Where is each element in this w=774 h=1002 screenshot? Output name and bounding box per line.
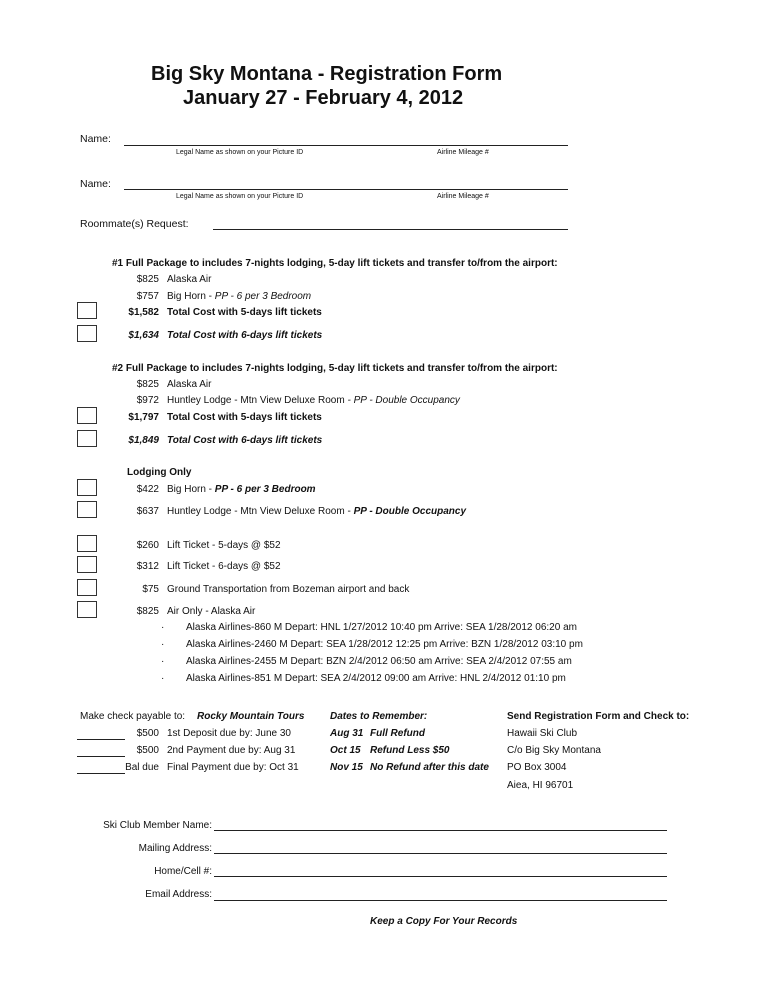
name-label-1: Name: [80,133,111,145]
email-label: Email Address: [145,889,212,900]
flight-item: Alaska Airlines-860 M Depart: HNL 1/27/2012 10:40 pm Arrive: SEA 1/28/2012 06:20 am [186,622,577,633]
payment-amount: $500 [136,745,159,756]
payment-text: 1st Deposit due by: June 30 [167,728,291,739]
date-label: Nov 15 [330,762,363,773]
package1-item: Total Cost with 5-days lift tickets [167,307,322,318]
package2-item: Total Cost with 5-days lift tickets [167,412,322,423]
ground-transport-checkbox[interactable] [77,579,97,596]
package1-item: Total Cost with 6-days lift tickets [167,330,323,341]
roommate-label: Roommate(s) Request: [80,218,189,230]
package2-price: $1,849 [128,435,159,446]
name-field-2[interactable] [124,189,568,190]
package2-price: $972 [136,395,159,406]
lodging-bighorn-checkbox[interactable] [77,479,97,496]
lodging-huntley-checkbox[interactable] [77,501,97,518]
flight-item: Alaska Airlines-2460 M Depart: SEA 1/28/2012 12:25 pm Arrive: BZN 1/28/2012 03:10 pm [186,639,583,650]
extra-price: $75 [142,584,159,595]
package1-price: $1,582 [128,307,159,318]
extra-item: Ground Transportation from Bozeman airport and back [167,584,410,595]
extra-price: $825 [136,606,159,617]
lodging-item: Big Horn - PP - 6 per 3 Bedroom [167,484,316,495]
flight-item: Alaska Airlines-2455 M Depart: BZN 2/4/2012 06:50 am Arrive: SEA 2/4/2012 07:55 am [186,656,572,667]
date-text: No Refund after this date [370,762,489,773]
payment-amount: Bal due [125,762,159,773]
bullet-icon: · [161,639,165,650]
payment-amount: $500 [136,728,159,739]
send-line: Aiea, HI 96701 [507,780,574,791]
package1-6day-checkbox[interactable] [77,325,97,342]
payment-text: 2nd Payment due by: Aug 31 [167,745,296,756]
package2-price: $1,797 [128,412,159,423]
payment-text: Final Payment due by: Oct 31 [167,762,299,773]
package2-heading: #2 Full Package to includes 7-nights lodging, 5-day lift tickets and transfer to/from the airport: [112,363,558,374]
legal-name-hint-2: Legal Name as shown on your Picture ID [176,193,304,200]
package2-6day-checkbox[interactable] [77,430,97,447]
package1-price: $825 [136,274,159,285]
name-field-1[interactable] [124,145,568,146]
email-field[interactable] [214,900,667,901]
roommate-field[interactable] [213,229,568,230]
footer-note: Keep a Copy For Your Records [370,916,518,927]
form-title: Big Sky Montana - Registration Form [151,63,503,85]
bullet-icon: · [161,622,165,633]
lodging-heading: Lodging Only [127,467,192,478]
package1-5day-checkbox[interactable] [77,302,97,319]
mileage-hint-2: Airline Mileage # [437,193,489,200]
package2-item: Alaska Air [167,379,212,390]
send-line: C/o Big Sky Montana [507,745,601,756]
extra-price: $312 [136,561,159,572]
date-text: Refund Less $50 [370,745,450,756]
payee: Rocky Mountain Tours [197,711,305,722]
member-name-field[interactable] [214,830,667,831]
payable-label: Make check payable to: [80,711,186,722]
date-text: Full Refund [370,728,425,739]
lodging-price: $422 [136,484,159,495]
mailing-address-label: Mailing Address: [138,843,212,854]
date-label: Oct 15 [330,745,361,756]
package2-price: $825 [136,379,159,390]
phone-field[interactable] [214,876,667,877]
package2-item: Total Cost with 6-days lift tickets [167,435,323,446]
member-name-label: Ski Club Member Name: [103,820,212,831]
extra-price: $260 [136,540,159,551]
extra-item: Lift Ticket - 6-days @ $52 [167,561,281,572]
package2-5day-checkbox[interactable] [77,407,97,424]
package2-item: Huntley Lodge - Mtn View Deluxe Room - PP - Double Occupancy [167,395,460,406]
bullet-icon: · [161,673,165,684]
package1-price: $757 [136,291,159,302]
package1-item: Alaska Air [167,274,212,285]
date-label: Aug 31 [330,728,364,739]
extra-item: Lift Ticket - 5-days @ $52 [167,540,281,551]
flight-item: Alaska Airlines-851 M Depart: SEA 2/4/2012 09:00 am Arrive: HNL 2/4/2012 01:10 pm [186,673,566,684]
lift-5day-checkbox[interactable] [77,535,97,552]
bullet-icon: · [161,656,165,667]
air-only-checkbox[interactable] [77,601,97,618]
legal-name-hint-1: Legal Name as shown on your Picture ID [176,149,304,156]
package1-price: $1,634 [128,330,159,341]
package1-item: Big Horn - PP - 6 per 3 Bedroom [167,291,312,302]
send-line: Hawaii Ski Club [507,728,578,739]
package1-heading: #1 Full Package to includes 7-nights lodging, 5-day lift tickets and transfer to/from the airport: [112,258,558,269]
mailing-address-field[interactable] [214,853,667,854]
phone-label: Home/Cell #: [154,866,212,877]
send-heading: Send Registration Form and Check to: [507,711,690,722]
form-dates: January 27 - February 4, 2012 [183,87,464,109]
lift-6day-checkbox[interactable] [77,556,97,573]
lodging-item: Huntley Lodge - Mtn View Deluxe Room - PP - Double Occupancy [167,506,467,517]
name-label-2: Name: [80,178,111,190]
extra-item: Air Only - Alaska Air [167,606,256,617]
lodging-price: $637 [136,506,159,517]
send-line: PO Box 3004 [507,762,567,773]
mileage-hint-1: Airline Mileage # [437,149,489,156]
dates-heading: Dates to Remember: [330,711,428,722]
